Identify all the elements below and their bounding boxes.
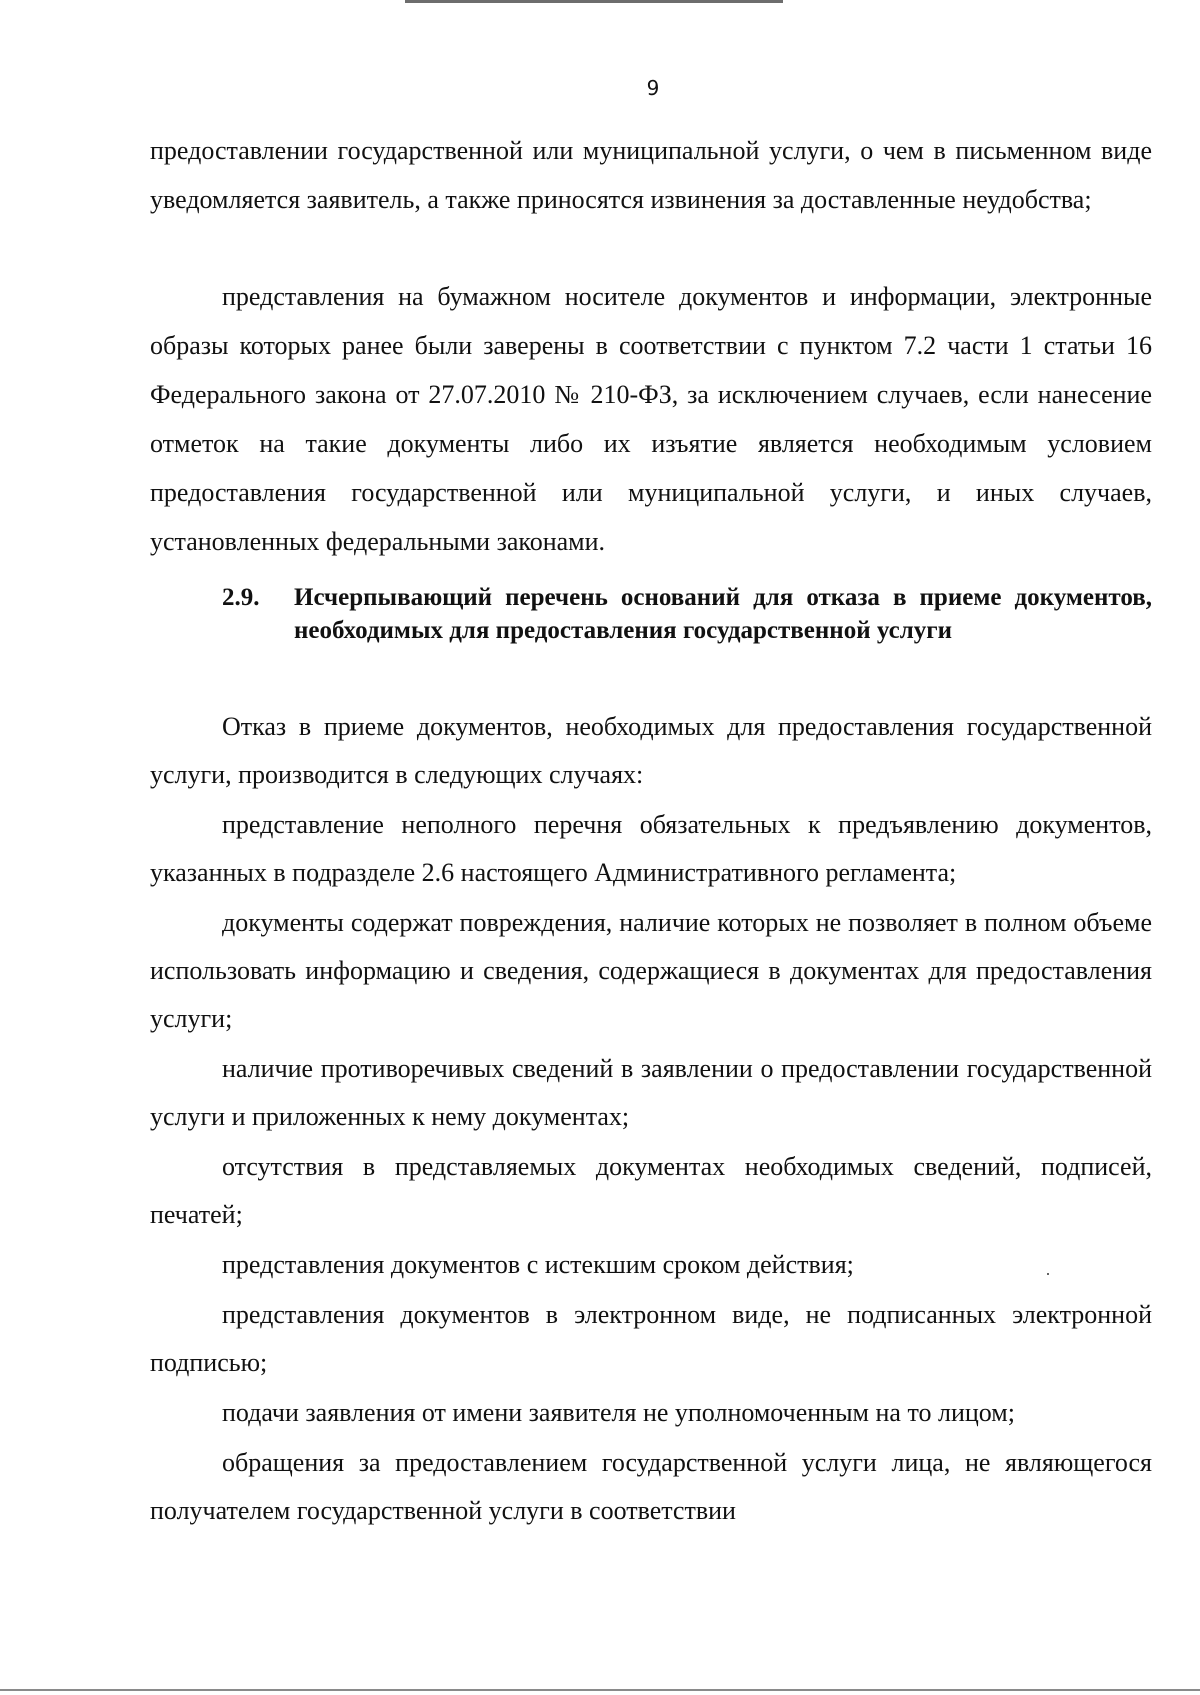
list-item: обращения за предоставлением государственной услуги лица, не являющегося получателем государственной услуги в соответствии [150,1448,1152,1525]
list-item: наличие противоречивых сведений в заявлении о предоставлении государственной услуги и приложенных к нему документах; [150,1054,1152,1131]
list-item: документы содержат повреждения, наличие которых не позволяет в полном объеме использовать информацию и сведения, содержащиеся в документах для предоставления услуги; [150,908,1152,1033]
paragraph-paper-documents: представления на бумажном носителе документов и информации, электронные образы которых ранее были заверены в соответствии с пунктом 7.2 части 1 статьи 16 Федерального закона от 27.07.2010 № 210-ФЗ, за исключением случаев, если нанесение отметок на такие документы либо их изъятие является необходимым условием предоставления государственной или муниципальной услуги, и иных случаев, установленных федеральными законами. [150,282,1152,556]
section-number: 2.9. [222,584,260,611]
paragraph-continuation: предоставлении государственной или муниципальной услуги, о чем в письменном виде уведомляется заявитель, а также приносятся извинения за доставленные неудобства; [150,136,1152,214]
list-item: представления документов с истекшим сроком действия; [222,1250,854,1279]
section-title: Исчерпывающий перечень оснований для отказа в приеме документов, необходимых для предоставления государственной услуги [294,584,1152,644]
list-item: отсутствия в представляемых документах необходимых сведений, подписей, печатей; [150,1152,1152,1229]
scan-edge-bottom [0,1689,1200,1691]
refusal-intro-paragraph: Отказ в приеме документов, необходимых для предоставления государственной услуги, производится в следующих случаях: [150,712,1152,789]
list-item: подачи заявления от имени заявителя не уполномоченным на то лицом; [222,1398,1015,1427]
list-item: представление неполного перечня обязательных к предъявлению документов, указанных в подразделе 2.6 настоящего Административного регламента; [150,810,1152,887]
refusal-grounds-list [150,703,1152,1537]
page-number: 9 [646,76,660,100]
list-item: представления документов в электронном виде, не подписанных электронной подписью; [150,1300,1152,1377]
section-heading [222,581,1152,647]
scan-edge-top [405,0,783,3]
scan-speck [1047,1273,1049,1275]
